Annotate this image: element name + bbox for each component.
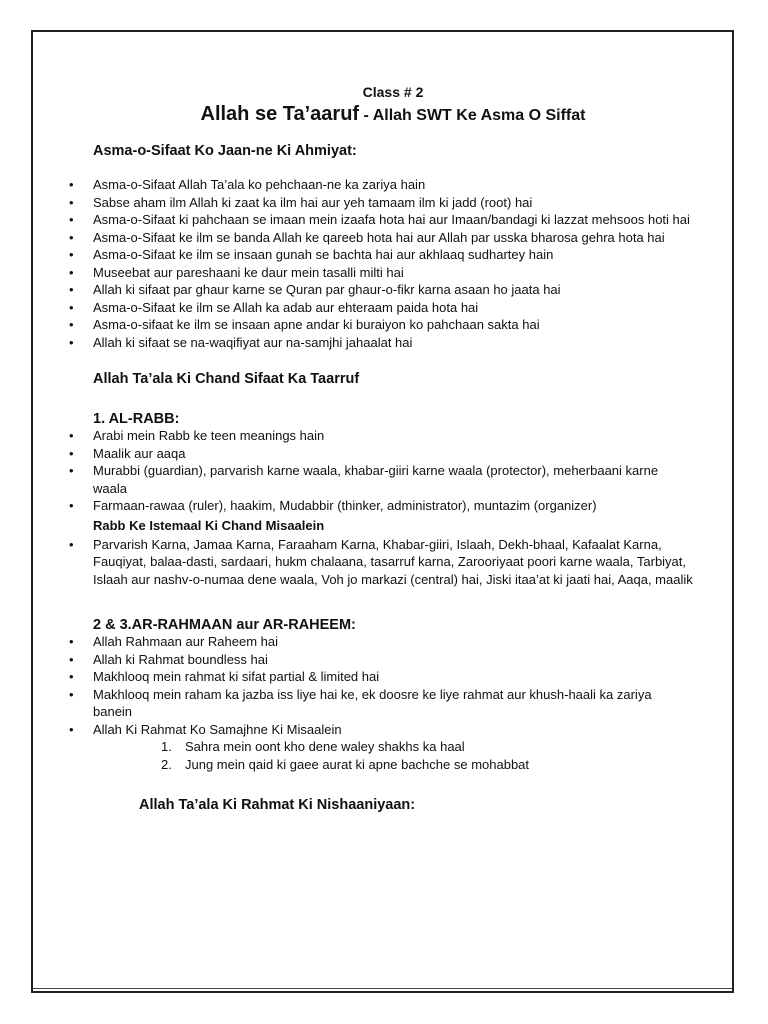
rahmaan-list — [93, 633, 693, 738]
section-heading-al-rabb: 1. AL-RABB: — [93, 411, 180, 427]
section-heading-sifaat: Allah Ta’ala Ki Chand Sifaat Ka Taarruf — [93, 371, 360, 387]
list-item: • Arabi mein Rabb ke teen meanings hain — [93, 427, 693, 445]
section-heading-ar-rahmaan: 2 & 3.AR-RAHMAAN aur AR-RAHEEM: — [93, 617, 356, 633]
document-content — [93, 84, 693, 813]
list-item: • Allah ki sifaat par ghaur karne se Quran par ghaur-o-fikr karna asaan ho jaata hai — [93, 281, 693, 299]
list-item: • Farmaan-rawaa (ruler), haakim, Mudabbir (thinker, administrator), muntazim (organizer) — [93, 497, 693, 515]
list-item — [161, 738, 693, 756]
list-item: • Maalik aur aaqa — [93, 445, 693, 463]
title-separator: - — [359, 107, 373, 124]
list-item: • Makhlooq mein rahmat ki sifat partial & limited hai — [93, 668, 693, 686]
list-item: • Asma-o-Sifaat Allah Ta’ala ko pehchaan-ne ka zariya hain — [93, 176, 693, 194]
list-number: 2. — [161, 756, 172, 772]
title-main: Allah se Ta’aaruf — [200, 103, 360, 125]
list-item: • Allah ki Rahmat boundless hai — [93, 651, 693, 669]
list-item: • Sabse aham ilm Allah ki zaat ka ilm hai aur yeh tamaam ilm ki jadd (root) hai — [93, 194, 693, 212]
list-item-text: Sahra mein oont kho dene waley shakhs ka haal — [185, 739, 465, 754]
page-title — [93, 103, 693, 125]
list-item: • Asma-o-Sifaat ke ilm se banda Allah ke qareeb hota hai aur Allah par usska bharosa gehra hota hai — [93, 229, 693, 247]
list-item: • Allah Ki Rahmat Ko Samajhne Ki Misaalein — [93, 721, 693, 739]
section-heading-ahmiyat: Asma-o-Sifaat Ko Jaan-ne Ki Ahmiyat: — [93, 143, 357, 159]
ahmiyat-list — [93, 176, 693, 351]
rabb-intro-list — [93, 427, 693, 445]
list-item: • Asma-o-Sifaat ke ilm se insaan gunah se bachta hai aur akhlaaq sudhartey hain — [93, 246, 693, 264]
list-item-text: Jung mein qaid ki gaee aurat ki apne bachche se mohabbat — [185, 756, 530, 772]
list-item: • Asma-o-Sifaat ke ilm se Allah ka adab aur ehteraam paida hota hai — [93, 299, 693, 317]
rabb-usage-heading: Rabb Ke Istemaal Ki Chand Misaalein — [93, 517, 325, 533]
list-item: • Murabbi (guardian), parvarish karne waala, khabar-giiri karne waala (protector), meherbaani karne waala — [93, 462, 693, 497]
list-item: • Museebat aur pareshaani ke daur mein tasalli milti hai — [93, 264, 693, 282]
list-item: • Allah Rahmaan aur Raheem hai — [93, 633, 693, 651]
rahmat-examples-list — [93, 738, 693, 773]
section-heading-nishaaniyaan: Allah Ta’ala Ki Rahmat Ki Nishaaniyaan: — [139, 797, 416, 813]
class-label: Class # 2 — [362, 84, 424, 100]
rabb-usage-list — [93, 536, 693, 589]
list-item: • Parvarish Karna, Jamaa Karna, Faraaham Karna, Khabar-giiri, Islaah, Dekh-bhaal, Kafaalat Karna, Fauqiyat, balaa-dasti, sardaari, hukm chalaana, tasarruf karna, Zarooriyaat poori karne waala, Tarbiyat, Islaah aur nashv-o-numaa dene waala, Voh jo markazi (central) hai, Jiski itaa’at ki jaati hai, Aaqa, maalik — [93, 536, 693, 589]
list-number: 1. — [161, 739, 172, 754]
list-item — [161, 756, 693, 774]
list-item: • Allah ki sifaat se na-waqifiyat aur na-samjhi jahaalat hai — [93, 334, 693, 352]
list-item: • Makhlooq mein raham ka jazba iss liye hai ke, ek doosre ke liye rahmat aur khush-haali ka zariya banein — [93, 686, 693, 721]
title-subtitle: Allah SWT Ke Asma O Siffat — [372, 107, 586, 124]
list-item: • Asma-o-sifaat ke ilm se insaan apne andar ki buraiyon ko pahchaan sakta hai — [93, 316, 693, 334]
rabb-meanings-list — [93, 445, 693, 515]
list-item: • Asma-o-Sifaat ki pahchaan se imaan mein izaafa hota hai aur Imaan/bandagi ki lazzat mehsoos hoti hai — [93, 211, 693, 229]
